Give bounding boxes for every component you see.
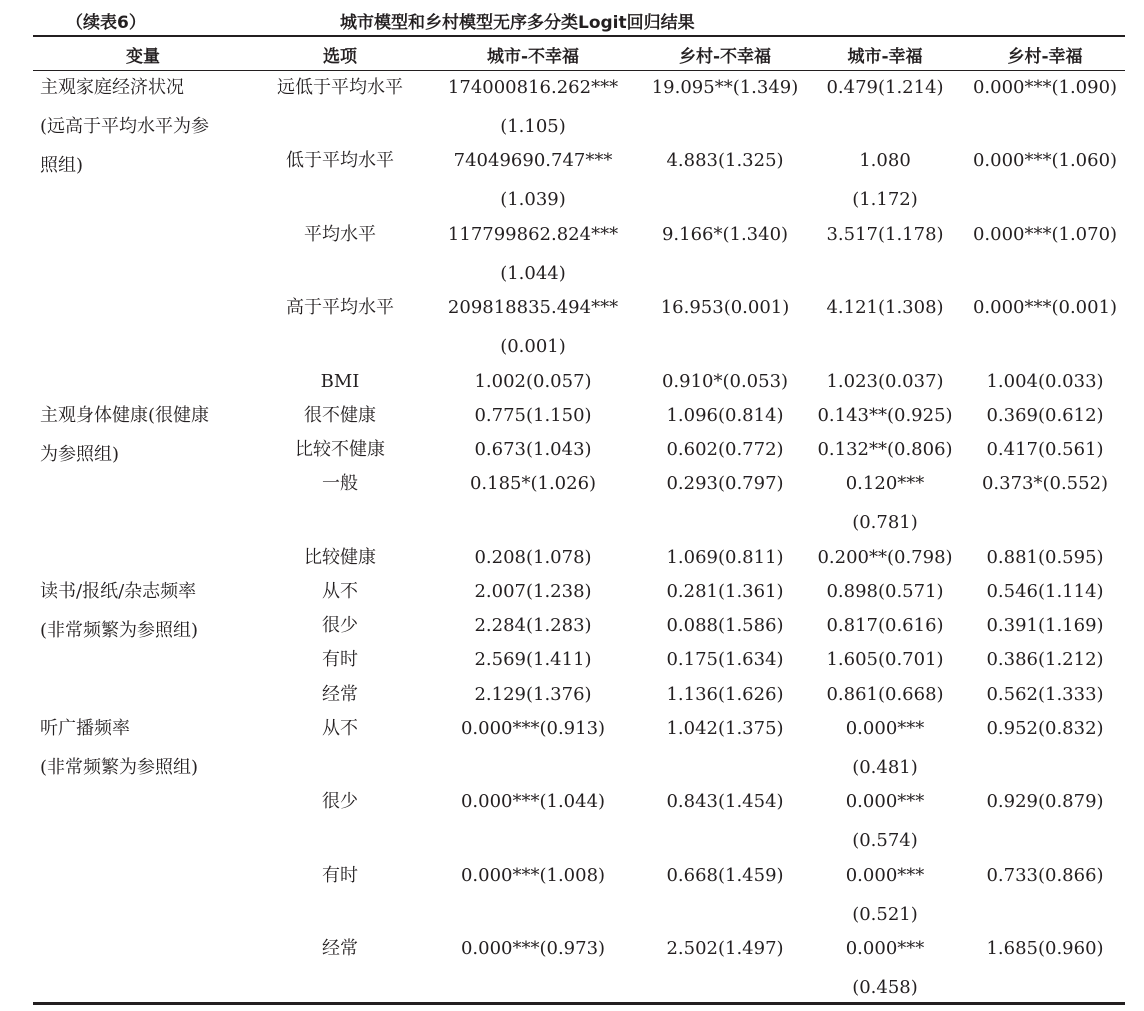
urban-happy-cell: 0.000***	[845, 865, 925, 886]
urban-unhappy-cell: 2.284(1.283)	[474, 615, 592, 636]
urban-unhappy-cell: 2.569(1.411)	[474, 649, 592, 670]
option-cell: 很少	[322, 791, 358, 812]
urban-happy-cell: 0.200**(0.798)	[817, 547, 953, 568]
urban-happy-cell: 0.143**(0.925)	[817, 405, 953, 426]
urban-unhappy-cell: 1.002(0.057)	[474, 371, 592, 392]
urban-unhappy-cell: (1.044)	[500, 263, 566, 284]
rural-unhappy-cell: 1.136(1.626)	[666, 684, 784, 705]
rural-happy-cell: 0.546(1.114)	[986, 581, 1104, 602]
variable-label: 听广播频率	[40, 718, 130, 739]
urban-happy-cell: 0.861(0.668)	[826, 684, 944, 705]
urban-happy-cell: (0.521)	[852, 904, 918, 925]
rural-happy-cell: 0.000***(1.090)	[972, 77, 1118, 98]
urban-unhappy-cell: 0.775(1.150)	[474, 405, 592, 426]
urban-unhappy-cell: 0.000***(1.044)	[460, 791, 606, 812]
header-rural-unhappy: 乡村-不幸福	[678, 47, 772, 67]
header-rural-happy: 乡村-幸福	[1007, 47, 1083, 67]
rural-happy-cell: 0.929(0.879)	[986, 791, 1104, 812]
table-title: 城市模型和乡村模型无序多分类Logit回归结果	[340, 13, 695, 33]
option-cell: 有时	[322, 649, 358, 670]
option-cell: 比较健康	[304, 547, 376, 568]
urban-happy-cell: 1.023(0.037)	[826, 371, 944, 392]
urban-unhappy-cell: (1.105)	[500, 116, 566, 137]
rural-unhappy-cell: 9.166*(1.340)	[661, 224, 789, 245]
rural-unhappy-cell: 1.069(0.811)	[666, 547, 784, 568]
urban-happy-cell: 0.000***	[845, 938, 925, 959]
urban-unhappy-cell: 117799862.824***	[447, 224, 619, 245]
table-caption	[0, 8, 1144, 33]
rural-happy-cell: 0.952(0.832)	[986, 718, 1104, 739]
caption-continued: （续表6）	[66, 13, 146, 33]
rural-happy-cell: 0.391(1.169)	[986, 615, 1104, 636]
rural-unhappy-cell: 1.096(0.814)	[666, 405, 784, 426]
urban-happy-cell: 0.817(0.616)	[826, 615, 944, 636]
option-cell: 平均水平	[304, 224, 376, 245]
urban-unhappy-cell: 0.000***(0.973)	[460, 938, 606, 959]
rural-happy-cell: 0.417(0.561)	[986, 439, 1104, 460]
urban-happy-cell: (1.172)	[852, 189, 918, 210]
option-cell: 低于平均水平	[286, 150, 394, 171]
variable-label: 主观家庭经济状况	[40, 77, 184, 98]
urban-unhappy-cell: 0.673(1.043)	[474, 439, 592, 460]
urban-happy-cell: 0.000***	[845, 791, 925, 812]
variable-label: 照组)	[40, 155, 84, 176]
rural-unhappy-cell: 0.088(1.586)	[666, 615, 784, 636]
rural-happy-cell: 0.733(0.866)	[986, 865, 1104, 886]
option-cell: 经常	[322, 938, 358, 959]
rural-happy-cell: 0.562(1.333)	[986, 684, 1104, 705]
option-cell: 很少	[322, 615, 358, 636]
urban-unhappy-cell: 209818835.494***	[447, 297, 619, 318]
option-cell: 比较不健康	[295, 439, 385, 460]
option-cell: 从不	[322, 581, 358, 602]
rural-unhappy-cell: 0.293(0.797)	[666, 473, 784, 494]
option-cell: 高于平均水平	[286, 297, 394, 318]
rural-happy-cell: 1.004(0.033)	[986, 371, 1104, 392]
variable-label: 主观身体健康(很健康	[40, 405, 210, 426]
urban-unhappy-cell: 174000816.262***	[447, 77, 619, 98]
urban-happy-cell: 1.605(0.701)	[826, 649, 944, 670]
urban-happy-cell: (0.458)	[852, 977, 918, 998]
rural-unhappy-cell: 0.668(1.459)	[666, 865, 784, 886]
rural-unhappy-cell: 16.953(0.001)	[660, 297, 790, 318]
option-cell: 有时	[322, 865, 358, 886]
rural-happy-cell: 0.000***(1.060)	[972, 150, 1118, 171]
variable-label: (非常频繁为参照组)	[40, 620, 199, 641]
urban-happy-cell: 0.000***	[845, 718, 925, 739]
urban-unhappy-cell: 0.000***(1.008)	[460, 865, 606, 886]
variable-label: 为参照组)	[40, 444, 120, 465]
urban-unhappy-cell: 2.129(1.376)	[474, 684, 592, 705]
rural-happy-cell: 0.000***(1.070)	[972, 224, 1118, 245]
bottom-rule	[33, 1002, 1125, 1005]
rural-happy-cell: 0.881(0.595)	[986, 547, 1104, 568]
urban-unhappy-cell: 74049690.747***	[453, 150, 613, 171]
header-urban-unhappy: 城市-不幸福	[486, 47, 580, 67]
urban-happy-cell: 3.517(1.178)	[826, 224, 944, 245]
option-cell: 很不健康	[304, 405, 376, 426]
rural-unhappy-cell: 0.602(0.772)	[666, 439, 784, 460]
rural-happy-cell: 1.685(0.960)	[986, 938, 1104, 959]
rural-happy-cell: 0.000***(0.001)	[972, 297, 1118, 318]
option-cell: 一般	[322, 473, 358, 494]
urban-unhappy-cell: 2.007(1.238)	[474, 581, 592, 602]
rural-unhappy-cell: 4.883(1.325)	[666, 150, 784, 171]
urban-happy-cell: 0.132**(0.806)	[817, 439, 953, 460]
option-cell: 经常	[322, 684, 358, 705]
urban-unhappy-cell: 0.185*(1.026)	[469, 473, 597, 494]
urban-happy-cell: 1.080	[859, 150, 911, 171]
rural-unhappy-cell: 0.843(1.454)	[666, 791, 784, 812]
urban-unhappy-cell: 0.000***(0.913)	[460, 718, 606, 739]
header-option: 选项	[323, 47, 357, 67]
rural-unhappy-cell: 0.910*(0.053)	[661, 371, 789, 392]
rural-happy-cell: 0.373*(0.552)	[981, 473, 1109, 494]
variable-label: (非常频繁为参照组)	[40, 757, 199, 778]
rural-happy-cell: 0.369(0.612)	[986, 405, 1104, 426]
urban-happy-cell: 0.120***	[845, 473, 925, 494]
urban-unhappy-cell: 0.208(1.078)	[474, 547, 592, 568]
urban-happy-cell: 0.898(0.571)	[826, 581, 944, 602]
variable-label: (远高于平均水平为参	[40, 116, 210, 137]
option-cell: 远低于平均水平	[277, 77, 403, 98]
rural-unhappy-cell: 2.502(1.497)	[666, 938, 784, 959]
rural-unhappy-cell: 0.175(1.634)	[666, 649, 784, 670]
urban-unhappy-cell: (0.001)	[500, 336, 566, 357]
urban-unhappy-cell: (1.039)	[500, 189, 566, 210]
rural-unhappy-cell: 19.095**(1.349)	[651, 77, 799, 98]
option-cell: 从不	[322, 718, 358, 739]
urban-happy-cell: 4.121(1.308)	[826, 297, 944, 318]
top-rule	[33, 35, 1125, 37]
rural-happy-cell: 0.386(1.212)	[986, 649, 1104, 670]
urban-happy-cell: 0.479(1.214)	[826, 77, 944, 98]
urban-happy-cell: (0.574)	[852, 830, 918, 851]
variable-label: 读书/报纸/杂志频率	[40, 581, 197, 602]
header-variable: 变量	[126, 47, 160, 67]
header-rule	[33, 70, 1125, 71]
rural-unhappy-cell: 0.281(1.361)	[666, 581, 784, 602]
rural-unhappy-cell: 1.042(1.375)	[666, 718, 784, 739]
urban-happy-cell: (0.481)	[852, 757, 918, 778]
urban-happy-cell: (0.781)	[852, 512, 918, 533]
option-cell: BMI	[320, 371, 360, 392]
header-urban-happy: 城市-幸福	[847, 47, 923, 67]
